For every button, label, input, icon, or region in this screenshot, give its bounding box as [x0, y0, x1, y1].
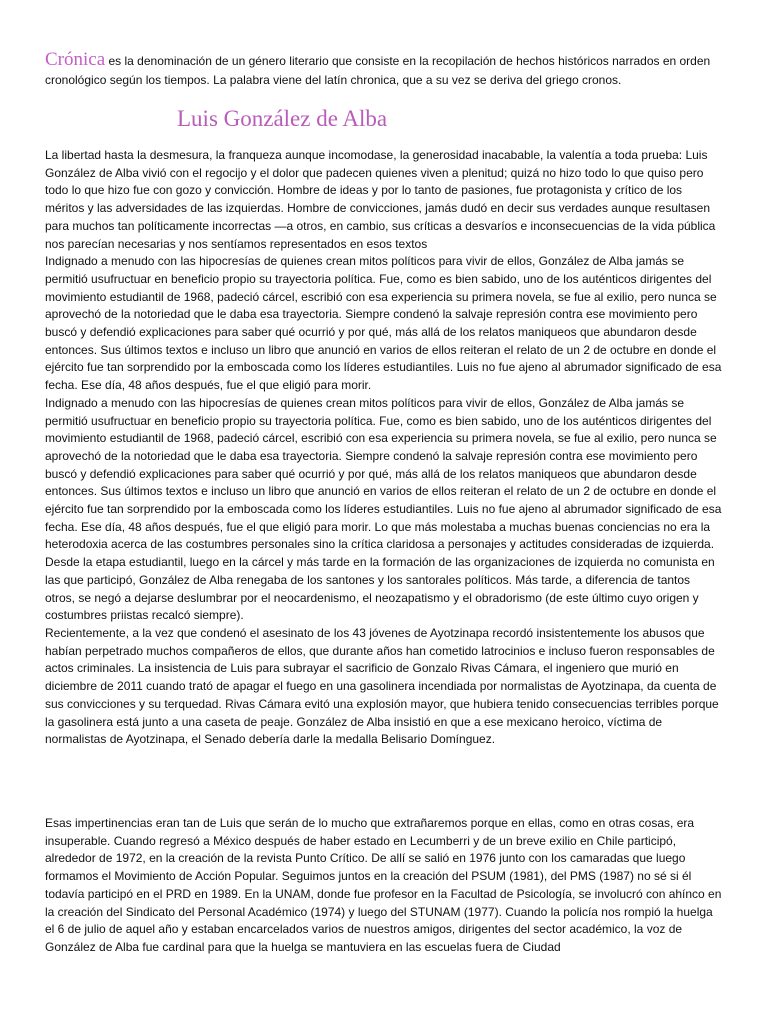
intro-text: es la denominación de un género literario que consiste en la recopilación de hechos históricos narrados en orden cronológico según los tiempos. La palabra viene del latín chronica, que a su vez se deriva del griego cronos.: [45, 54, 711, 87]
body-paragraph-1: La libertad hasta la desmesura, la franqueza aunque incomodase, la generosidad inacabable, la valentía a toda prueba: Luis González de Alba vivió con el regocijo y el dolor que padecen quienes viven a plenitud; quizá no hizo todo lo que quiso pero todo lo que hizo fue con gozo y convicción. Hombre de ideas y por lo tanto de pasiones, fue protagonista y crítico de los méritos y las adversidades de las izquierdas. Hombre de convicciones, jamás dudó en decir sus verdades aunque resultasen para muchos tan políticamente incorrectas —a otros, en cambio, sus críticas a desvaríos e inconsecuencias de la vida pública nos parecían necesarias y nos sentíamos representados en esos textos: [45, 148, 716, 251]
body-paragraph-4: Recientemente, a la vez que condenó el asesinato de los 43 jóvenes de Ayotzinapa recordó insistentemente los abusos que habían perpetrado muchos compañeros de ellos, que durante años han cometido latrocinios e incluso fueron responsables de actos criminales. La insistencia de Luis para subrayar el sacrificio de Gonzalo Rivas Cámara, el ingeniero que murió en diciembre de 2011 cuando trató de apagar el fuego en una gasolinera incendiada por normalistas de Ayotzinapa, da cuenta de sus convicciones y su terquedad. Rivas Cámara evitó una explosión mayor, que hubiera tenido consecuencias terribles porque la gasolinera está junto a una caseta de peaje. González de Alba insistió en que a ese mexicano heroico, víctima de normalistas de Ayotzinapa, el Senado debería darle la medalla Belisario Domínguez.: [45, 625, 719, 747]
body-paragraph-2: Indignado a menudo con las hipocresías de quienes crean mitos políticos para vivir de ellos, González de Alba jamás se permitió usufructuar en beneficio propio su trayectoria política. Fue, como es bien sabido, uno de los auténticos dirigentes del movimiento estudiantil de 1968, padeció cárcel, escribió con esa experiencia su primera novela, se fue al exilio, pero nunca se aprovechó de la notoriedad que le daba esa trayectoria. Siempre condenó la salvaje represión contra ese movimiento pero buscó y defendió explicaciones para saber qué ocurrió y por qué, más allá de los relatos maniqueos que abundaron desde entonces. Sus últimos textos e incluso un libro que anunció en varios de ellos reiteran el relato de un 2 de octubre en donde el ejército fue tan sorprendido por la emboscada como los líderes estudiantiles. Luis no fue ajeno al abrumador significado de esa fecha. Ese día, 48 años después, fue el que eligió para morir.: [45, 254, 722, 393]
article-title: Luis González de Alba: [177, 106, 388, 131]
intro-paragraph: [45, 50, 723, 90]
body-paragraph-5: Esas impertinencias eran tan de Luis que serán de lo mucho que extrañaremos porque en ellas, como en otras cosas, era insuperable. Cuando regresó a México después de haber estado en Lecumberri y de un breve exilio en Chile participó, alrededor de 1972, en la creación de la revista Punto Crítico. De allí se salió en 1976 junto con los camaradas que luego formamos el Movimiento de Acción Popular. Seguimos juntos en la creación del PSUM (1981), del PMS (1987) no sé si él todavía participó en el PRD en 1989. En la UNAM, donde fue profesor en la Facultad de Psicología, se involucró con ahínco en la creación del Sindicato del Personal Académico (1974) y luego del STUNAM (1977). Cuando la policía nos rompió la huelga el 6 de julio de aquel año y estaban encarcelados varios de nuestros amigos, dirigentes del sector académico, la voz de González de Alba fue cardinal para que la huelga se mantuviera en las escuelas fuera de Ciudad: [45, 816, 722, 954]
article-body: [45, 147, 723, 749]
body-paragraph-3: Indignado a menudo con las hipocresías de quienes crean mitos políticos para vivir de ellos, González de Alba jamás se permitió usufructuar en beneficio propio su trayectoria política. Fue, como es bien sabido, uno de los auténticos dirigentes del movimiento estudiantil de 1968, padeció cárcel, escribió con esa experiencia su primera novela, se fue al exilio, pero nunca se aprovechó de la notoriedad que le daba esa trayectoria. Siempre condenó la salvaje represión contra ese movimiento pero buscó y defendió explicaciones para saber qué ocurrió y por qué, más allá de los relatos maniqueos que abundaron desde entonces. Sus últimos textos e incluso un libro que anunció en varios de ellos reiteran el relato de un 2 de octubre en donde el ejército fue tan sorprendido por la emboscada como los líderes estudiantiles. Luis no fue ajeno al abrumador significado de esa fecha. Ese día, 48 años después, fue el que eligió para morir. Lo que más molestaba a muchas buenas conciencias no era la heterodoxia acerca de las costumbres personales sino la crítica claridosa a personajes y actitudes consideradas de izquierda. Desde la etapa estudiantil, luego en la cárcel y más tarde en la formación de las organizaciones de izquierda no comunista en las que participó, González de Alba renegaba de los santones y los santorales políticos. Más tarde, a diferencia de tantos otros, se negó a dejarse deslumbrar por el neocardenismo, el neozapatismo y el obradorismo (de este último cuyo origen y costumbres priistas recalcó siempre).: [45, 395, 722, 623]
intro-term: Crónica: [45, 49, 106, 70]
article-body-continued: [45, 815, 723, 957]
